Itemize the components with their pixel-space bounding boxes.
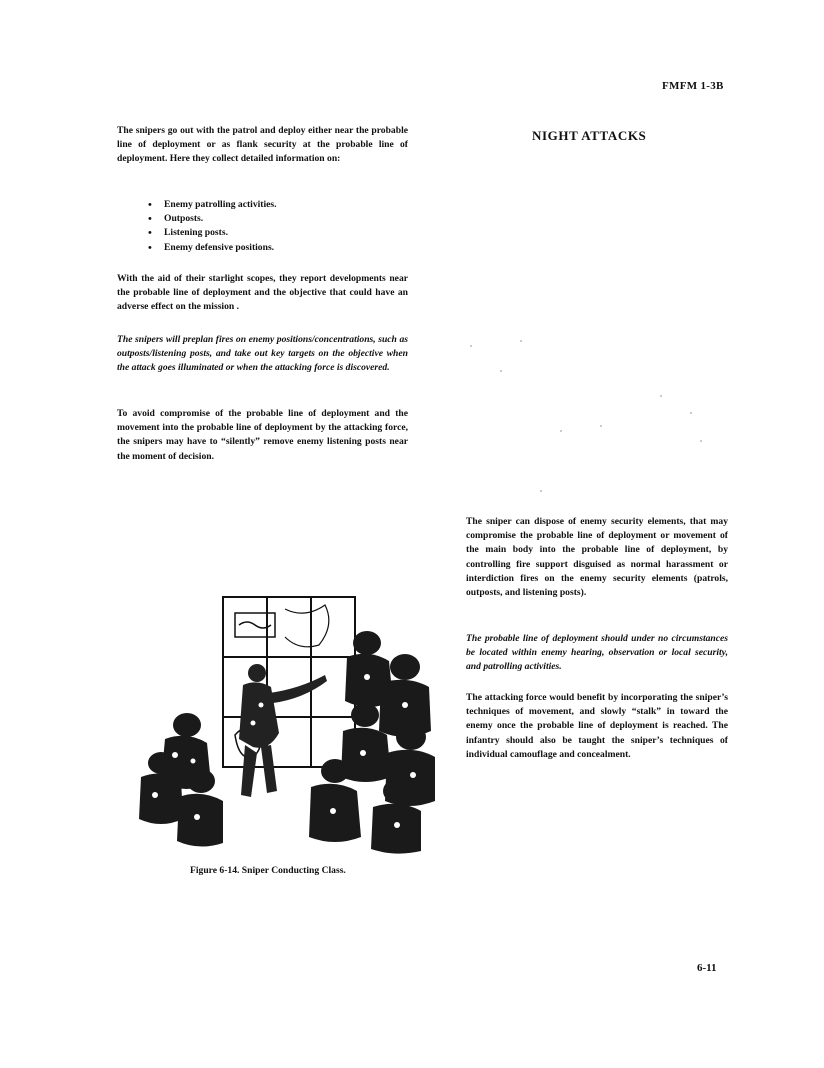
deployment-paragraph: The probable line of deployment should under no circumstances be located within enemy hearing, observation or local security, and patrolling activities.	[466, 633, 728, 673]
attacking-force-paragraph: The attacking force would benefit by incorporating the sniper’s techniques of movement, and slowly “stalk” in toward the enemy once the probable line of deployment is reached. The infantry should also be taught the sniper’s techniques of individual camouflage and concealment.	[466, 692, 728, 760]
right-col-para-3	[466, 691, 728, 762]
right-col-para-1	[466, 515, 728, 600]
bullet-item: • Listening posts.	[148, 226, 398, 240]
left-col-para-1	[117, 124, 408, 167]
left-col-para-2	[117, 272, 408, 315]
bullet-list	[148, 198, 398, 255]
bullet-item: • Enemy patrolling activities.	[148, 198, 398, 212]
sniper-class-illustration	[135, 585, 440, 855]
bullet-item: • Enemy defensive positions.	[148, 241, 398, 255]
bullet-list-container	[148, 198, 398, 255]
compromise-paragraph: To avoid compromise of the probable line of deployment and the movement into the probable line of deployment by the attacking force, the snipers may have to “silently” remove enemy listening posts near the moment of decision.	[117, 408, 408, 462]
preplan-paragraph: The snipers will preplan fires on enemy positions/concentrations, such as outposts/listening posts, and take out key targets on the objective when the attack goes illuminated or when the attacking force is discovered.	[117, 334, 408, 374]
document-id: FMFM 1-3B	[662, 80, 724, 92]
figure-caption: Figure 6-14. Sniper Conducting Class.	[190, 865, 346, 876]
left-col-para-3	[117, 333, 408, 376]
right-col-para-2	[466, 632, 728, 675]
dispose-paragraph: The sniper can dispose of enemy security elements, that may compromise the probable line of deployment or movement of the main body into the probable line of deployment, by controlling fire support disguised as normal harassment or interdiction fires on the enemy security elements (patrols, outposts, and listening posts).	[466, 516, 728, 599]
intro-paragraph: The snipers go out with the patrol and deploy either near the probable line of deployment or as flank security at the probable line of deployment. Here they collect detailed information on:	[117, 125, 408, 165]
page-number: 6-11	[697, 962, 717, 974]
starlight-paragraph: With the aid of their starlight scopes, they report developments near the probable line of deployment and the objective that could have an adverse effect on the mission .	[117, 273, 408, 313]
left-col-para-4	[117, 407, 408, 464]
section-heading: NIGHT ATTACKS	[532, 128, 647, 143]
bullet-item: • Outposts.	[148, 212, 398, 226]
